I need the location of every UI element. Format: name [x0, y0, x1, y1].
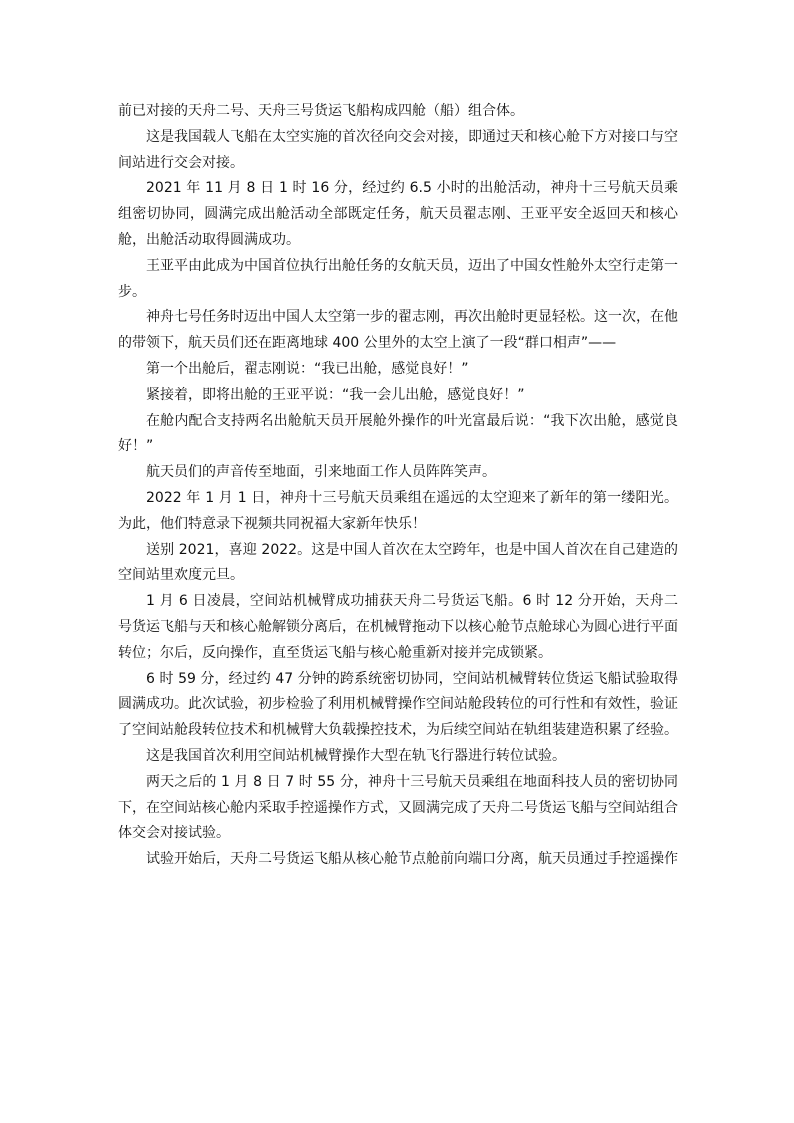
paragraph: 试验开始后，天舟二号货运飞船从核心舱节点舱前向端口分离，航天员通过手控遥操作: [146, 851, 678, 868]
paragraph: 两天之后的 1 月 8 日 7 时 55 分，神舟十三号航天员乘组在地面科技人员的密切协同下，在空间站核心舱内采取手控遥操作方式，又圆满完成了天舟二号货运飞船与空间站组合体交会对接试验。: [118, 773, 678, 842]
paragraph: 送别 2021，喜迎 2022。这是中国人首次在太空跨年，也是中国人首次在自己建造的空间站里欢度元旦。: [118, 541, 678, 584]
paragraph: 6 时 59 分，经过约 47 分钟的跨系统密切协同，空间站机械臂转位货运飞船试验取得圆满成功。此次试验，初步检验了利用机械臂操作空间站舱段转位的可行性和有效性，验证了空间站舱段转位技术和机械臂大负载操控技术，为后续空间站在轨组装建造积累了经验。: [118, 670, 678, 739]
paragraph: 2022 年 1 月 1 日，神舟十三号航天员乘组在遥远的太空迎来了新年的第一缕阳光。为此，他们特意录下视频共同祝福大家新年快乐！: [118, 489, 678, 532]
paragraph: 第一个出舱后，翟志刚说：“我已出舱，感觉良好！”: [146, 360, 469, 377]
paragraph: 2021 年 11 月 8 日 1 时 16 分，经过约 6.5 小时的出舱活动，神舟十三号航天员乘组密切协同，圆满完成出舱活动全部既定任务，航天员翟志刚、王亚平安全返回天和核心舱，出舱活动取得圆满成功。: [118, 180, 678, 248]
paragraph: 航天员们的声音传至地面，引来地面工作人员阵阵笑声。: [146, 464, 496, 481]
paragraph: 前已对接的天舟二号、天舟三号货运飞船构成四舱（船）组合体。: [118, 103, 524, 119]
paragraph: 这是我国首次利用空间站机械臂操作大型在轨飞行器进行转位试验。: [146, 747, 566, 764]
paragraph: 紧接着，即将出舱的王亚平说：“我一会儿出舱，感觉良好！”: [146, 386, 525, 403]
paragraph: 1 月 6 日凌晨，空间站机械臂成功捕获天舟二号货运飞船。6 时 12 分开始，天舟二号货运飞船与天和核心舱解锁分离后，在机械臂拖动下以核心舱节点舱球心为圆心进行平面转位；尔后，反向操作，直至货运飞船与核心舱重新对接并完成锁紧。: [118, 593, 678, 661]
paragraph: 王亚平由此成为中国首位执行出舱任务的女航天员，迈出了中国女性舱外太空行走第一步。: [118, 257, 678, 300]
document-body: [118, 99, 678, 873]
paragraph: 在舱内配合支持两名出舱航天员开展舱外操作的叶光富最后说：“我下次出舱，感觉良好！”: [118, 412, 678, 455]
paragraph: 这是我国载人飞船在太空实施的首次径向交会对接，即通过天和核心舱下方对接口与空间站进行交会对接。: [118, 128, 678, 171]
paragraph: 神舟七号任务时迈出中国人太空第一步的翟志刚，再次出舱时更显轻松。这一次，在他的带领下，航天员们还在距离地球 400 公里外的太空上演了一段“群口相声”——: [118, 309, 678, 352]
